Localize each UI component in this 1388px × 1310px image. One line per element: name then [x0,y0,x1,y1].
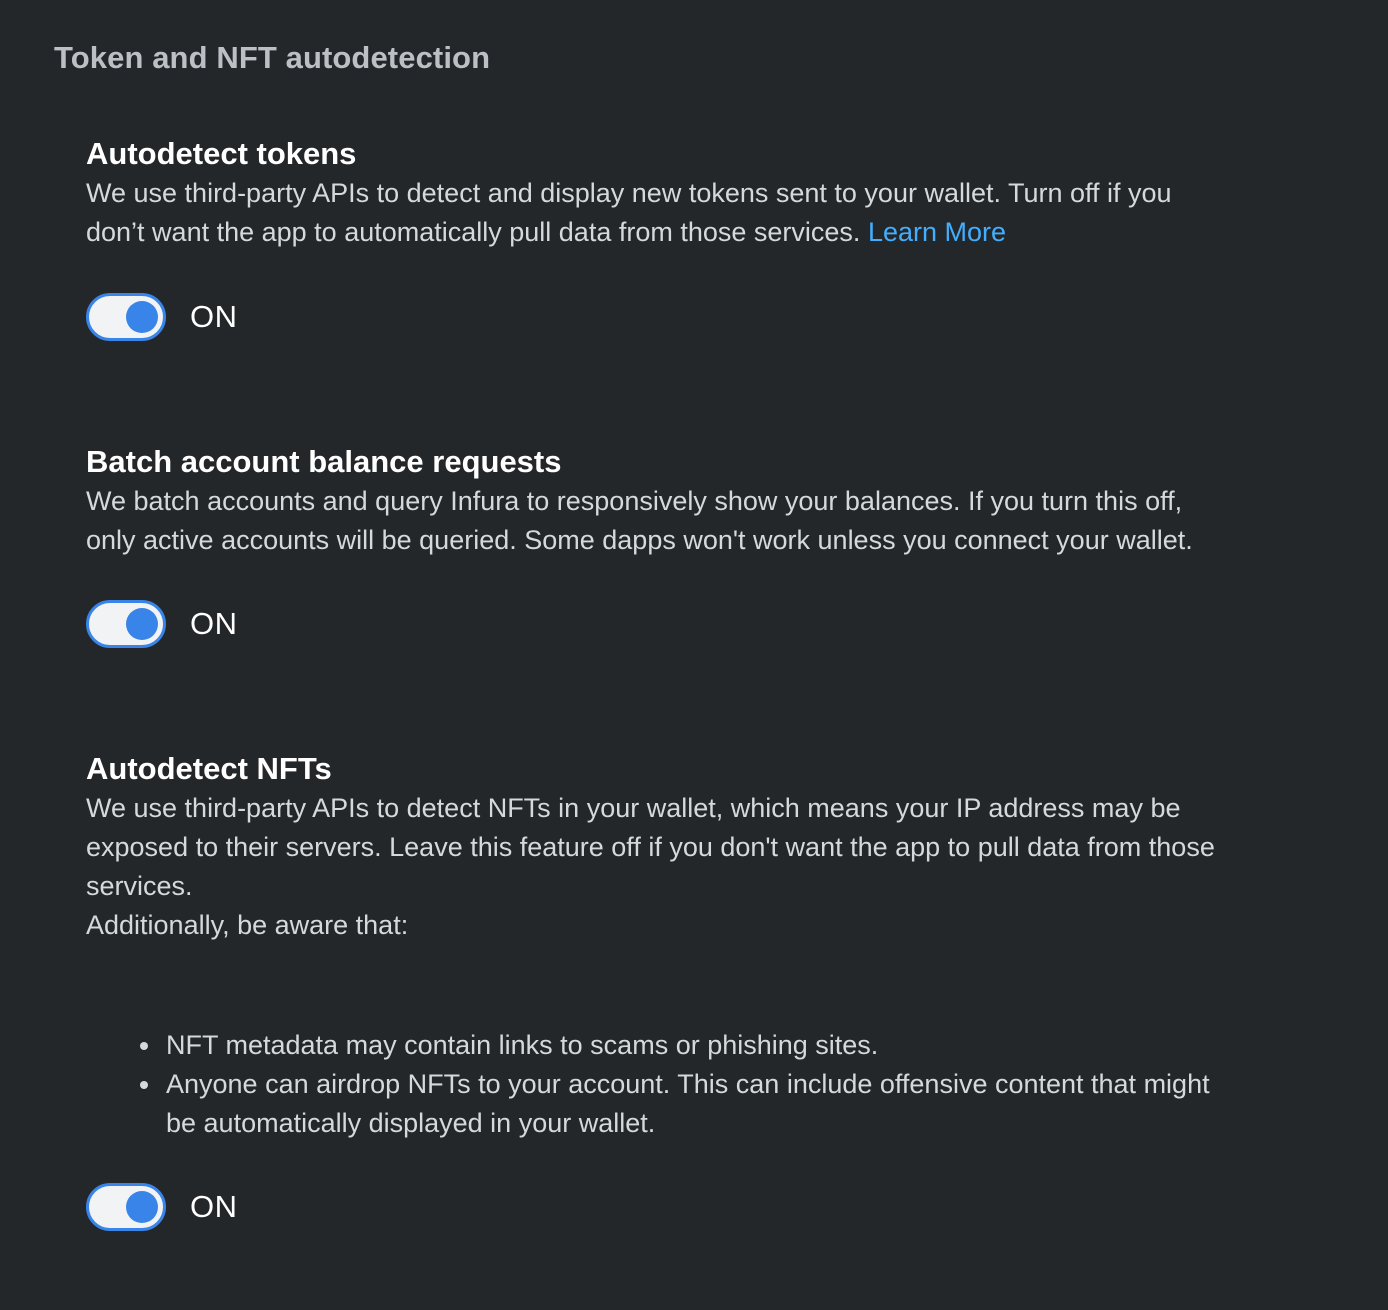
batch-requests-toggle-label: ON [190,606,238,641]
nft-warnings-list [140,1026,1340,1143]
autodetect-tokens-desc-line-2 [86,213,1346,252]
learn-more-link[interactable]: Learn More [867,217,1007,247]
bullet-2-line-2: be automatically displayed in your wallet. [166,1108,656,1138]
list-item [140,1065,1340,1143]
autodetect-nfts-desc-line-4: Additionally, be aware that: [86,910,409,940]
autodetect-nfts-toggle-row [86,1183,238,1231]
batch-requests-desc-line-2: only active accounts will be queried. Some dapps won't work unless you connect your wallet. [86,525,1193,555]
toggle-knob [126,608,158,640]
autodetect-nfts-toggle-label: ON [190,1189,238,1224]
batch-requests-description [86,482,1346,560]
bullet-dot-icon [140,1081,148,1089]
autodetect-tokens-desc-line-2-text: don’t want the app to automatically pull data from those services. [86,217,861,247]
autodetect-tokens-setting [86,134,1346,252]
autodetect-tokens-toggle-label: ON [190,299,238,334]
autodetect-nfts-desc-line-1: We use third-party APIs to detect NFTs in your wallet, which means your IP address may be [86,793,1181,823]
autodetect-nfts-desc-line-3: services. [86,871,193,901]
autodetect-tokens-desc-line-1: We use third-party APIs to detect and display new tokens sent to your wallet. Turn off if you [86,178,1172,208]
autodetect-nfts-desc-line-2: exposed to their servers. Leave this feature off if you don't want the app to pull data from those [86,832,1215,862]
batch-requests-setting [86,442,1346,560]
autodetect-nfts-title: Autodetect NFTs [86,751,332,786]
batch-requests-title: Batch account balance requests [86,444,562,479]
autodetect-nfts-toggle[interactable] [86,1183,166,1231]
bullet-1-line-1: NFT metadata may contain links to scams or phishing sites. [166,1030,879,1060]
batch-requests-toggle-row [86,600,238,648]
toggle-knob [126,301,158,333]
autodetect-tokens-title: Autodetect tokens [86,136,357,171]
section-title: Token and NFT autodetection [54,40,491,75]
bullet-dot-icon [140,1042,148,1050]
list-item [140,1026,1340,1065]
autodetect-tokens-description [86,174,1346,252]
batch-requests-toggle[interactable] [86,600,166,648]
batch-requests-desc-line-1: We batch accounts and query Infura to responsively show your balances. If you turn this off, [86,486,1183,516]
autodetect-tokens-toggle[interactable] [86,293,166,341]
autodetect-nfts-description [86,789,1346,945]
toggle-knob [126,1191,158,1223]
bullet-2-line-1: Anyone can airdrop NFTs to your account. This can include offensive content that might [166,1069,1210,1099]
autodetect-nfts-setting [86,749,1346,945]
autodetect-tokens-toggle-row [86,293,238,341]
